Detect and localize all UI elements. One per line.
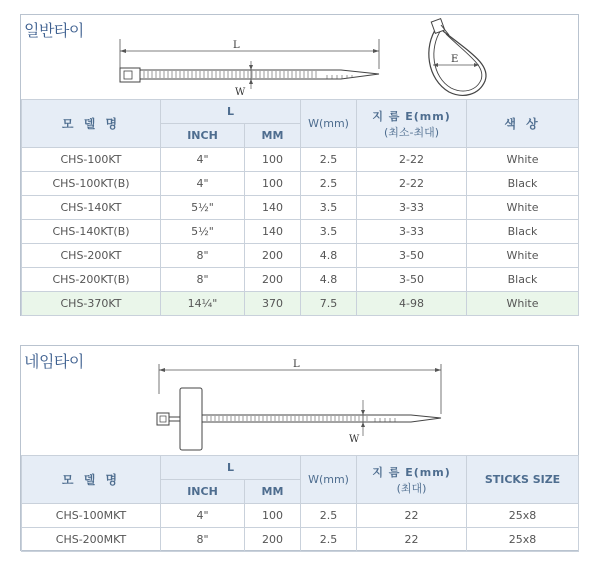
cell-mm: 100 — [245, 504, 301, 528]
cell-e: 3-50 — [357, 244, 467, 268]
length-label: L — [293, 359, 300, 370]
color-header: 색 상 — [467, 100, 579, 148]
width-header: W(mm) — [301, 456, 357, 504]
loop-diameter-label: E — [451, 54, 459, 65]
cell-color: White — [467, 244, 579, 268]
inch-header: INCH — [161, 480, 245, 504]
cell-color: White — [467, 148, 579, 172]
cell-w: 2.5 — [301, 148, 357, 172]
cell-e: 3-33 — [357, 196, 467, 220]
cell-model: CHS-140KT(B) — [22, 220, 161, 244]
table-row — [22, 196, 579, 220]
cable-tie-spec-table — [21, 99, 579, 316]
sticks-size-header: STICKS SIZE — [467, 456, 579, 504]
cell-model: CHS-100MKT — [22, 504, 161, 528]
table-row — [22, 528, 579, 552]
length-label: L — [233, 40, 240, 51]
cell-e: 2-22 — [357, 172, 467, 196]
cell-mm: 140 — [245, 220, 301, 244]
cell-inch: 14¼" — [161, 292, 245, 316]
diameter-header — [357, 456, 467, 504]
cell-mm: 200 — [245, 268, 301, 292]
cell-e: 2-22 — [357, 148, 467, 172]
cell-inch: 5½" — [161, 196, 245, 220]
table-row — [22, 148, 579, 172]
cell-inch: 4" — [161, 504, 245, 528]
cell-model: CHS-200KT — [22, 244, 161, 268]
cell-mm: 100 — [245, 148, 301, 172]
length-header: L — [161, 456, 301, 480]
cell-model: CHS-100KT(B) — [22, 172, 161, 196]
cell-sticks: 25x8 — [467, 504, 579, 528]
table-row — [22, 268, 579, 292]
cell-w: 2.5 — [301, 504, 357, 528]
cell-mm: 100 — [245, 172, 301, 196]
cell-sticks: 25x8 — [467, 528, 579, 552]
name-tie-spec-table — [21, 455, 579, 552]
cell-e: 22 — [357, 504, 467, 528]
cell-color: Black — [467, 220, 579, 244]
cell-model: CHS-140KT — [22, 196, 161, 220]
cell-w: 4.8 — [301, 244, 357, 268]
cell-e: 4-98 — [357, 292, 467, 316]
cell-color: White — [467, 292, 579, 316]
cell-w: 3.5 — [301, 196, 357, 220]
table-row — [22, 504, 579, 528]
cell-e: 3-33 — [357, 220, 467, 244]
cell-model: CHS-370KT — [22, 292, 161, 316]
mm-header: MM — [245, 124, 301, 148]
cell-inch: 8" — [161, 528, 245, 552]
length-header: L — [161, 100, 301, 124]
cell-w: 4.8 — [301, 268, 357, 292]
name-tie-panel — [20, 345, 579, 551]
model-header: 모 델 명 — [22, 456, 161, 504]
table-row — [22, 220, 579, 244]
inch-header: INCH — [161, 124, 245, 148]
cell-color: Black — [467, 172, 579, 196]
width-label: W — [349, 434, 360, 445]
width-header: W(mm) — [301, 100, 357, 148]
section-title: 네임타이 — [24, 352, 84, 371]
diameter-header — [357, 100, 467, 148]
cell-inch: 4" — [161, 172, 245, 196]
cell-inch: 8" — [161, 244, 245, 268]
diameter-header-main: 지 름 E(mm) — [372, 109, 451, 123]
cell-color: White — [467, 196, 579, 220]
table-row — [22, 172, 579, 196]
cell-model: CHS-200KT(B) — [22, 268, 161, 292]
section-title: 일반타이 — [24, 21, 84, 40]
cell-w: 7.5 — [301, 292, 357, 316]
cell-inch: 5½" — [161, 220, 245, 244]
cell-mm: 200 — [245, 244, 301, 268]
cell-mm: 200 — [245, 528, 301, 552]
diameter-header-sub: (최소-최대) — [383, 125, 440, 139]
cable-tie-general-panel — [20, 14, 579, 316]
cell-w: 3.5 — [301, 220, 357, 244]
cable-tie-loop-diagram — [419, 17, 509, 99]
table-row — [22, 292, 579, 316]
cell-model: CHS-100KT — [22, 148, 161, 172]
cell-mm: 140 — [245, 196, 301, 220]
diameter-header-main: 지 름 E(mm) — [372, 465, 451, 479]
cell-color: Black — [467, 268, 579, 292]
name-tie-diagram — [151, 356, 451, 451]
cable-tie-diagram — [111, 27, 391, 97]
cell-model: CHS-200MKT — [22, 528, 161, 552]
mm-header: MM — [245, 480, 301, 504]
width-label: W — [235, 87, 246, 97]
table-row — [22, 244, 579, 268]
cell-w: 2.5 — [301, 528, 357, 552]
model-header: 모 델 명 — [22, 100, 161, 148]
cell-e: 3-50 — [357, 268, 467, 292]
diameter-header-sub: (최대) — [396, 481, 427, 495]
cell-inch: 8" — [161, 268, 245, 292]
cell-w: 2.5 — [301, 172, 357, 196]
cell-mm: 370 — [245, 292, 301, 316]
cell-e: 22 — [357, 528, 467, 552]
cell-inch: 4" — [161, 148, 245, 172]
